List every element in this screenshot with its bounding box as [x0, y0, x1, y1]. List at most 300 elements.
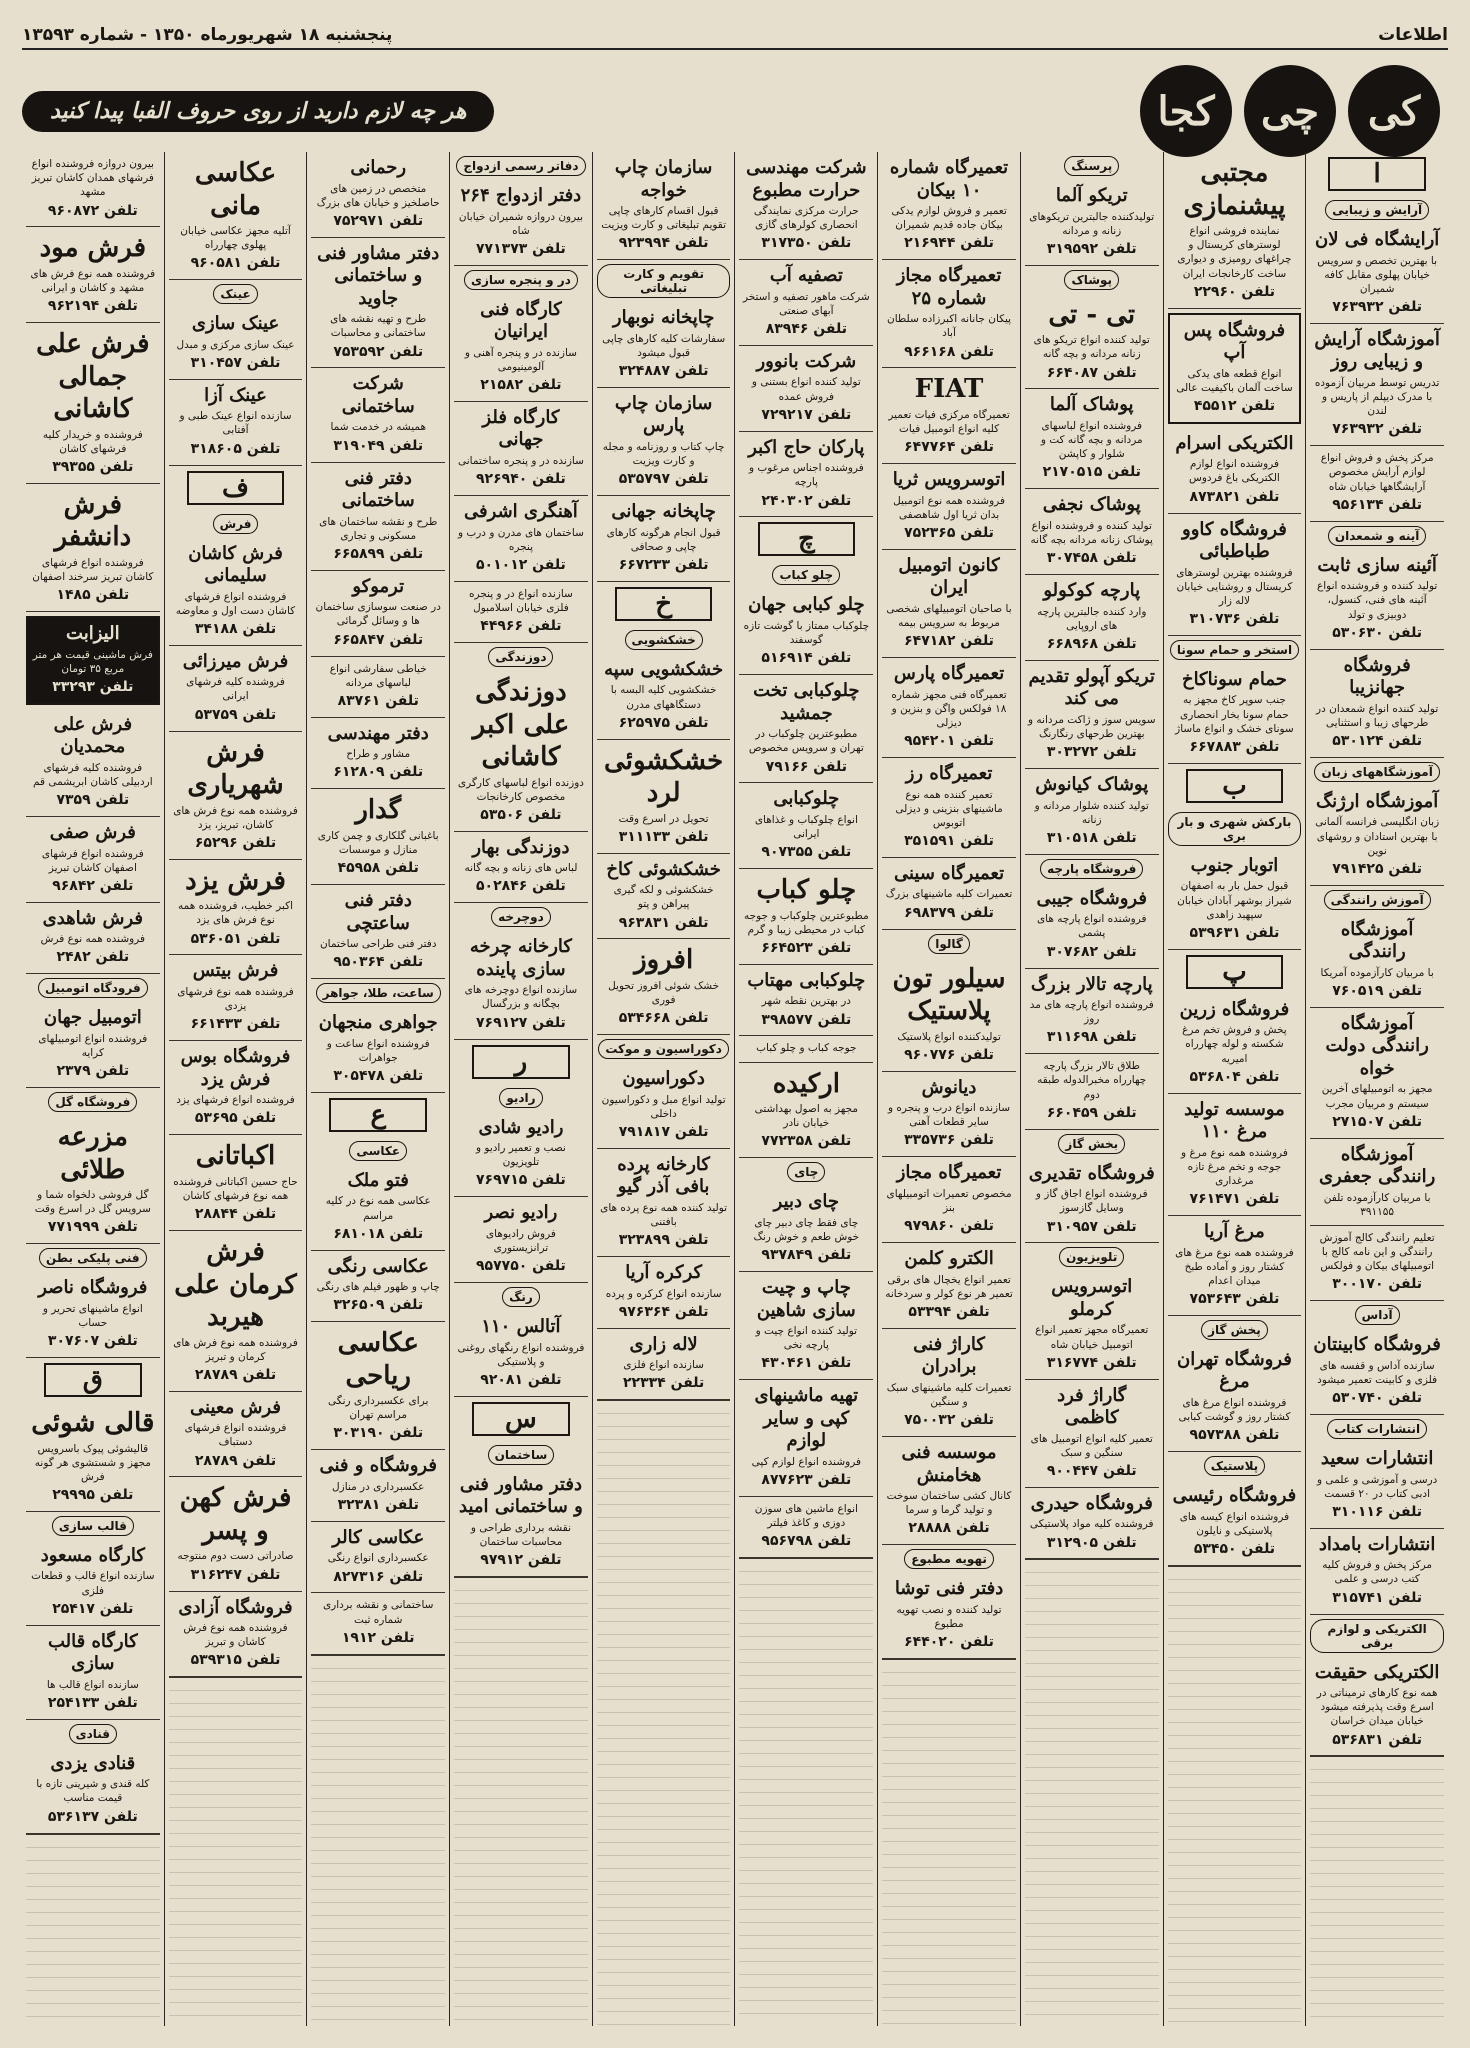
ad-title: فرش علی جمالی کاشانی	[36, 329, 150, 425]
classified-ad	[597, 388, 731, 496]
classified-ad	[1025, 1158, 1159, 1244]
category-header: قالب سازی	[52, 1516, 134, 1536]
ad-title: دفتر مشاور فنی و ساختمانی امید	[459, 1473, 583, 1518]
banner-circle-chi: چی	[1244, 65, 1336, 157]
classified-ad	[26, 616, 160, 705]
ad-title: رادیو شادی	[478, 1116, 564, 1138]
ad-phone: تلفن ۵۳۳۹۴	[908, 1303, 990, 1320]
ad-phone: تلفن ۲۴۸۲	[56, 949, 130, 966]
ad-title: آموزشگاه رانندگی	[1340, 918, 1414, 963]
ad-title: چاپ و چیت سازی شاهین	[756, 1277, 856, 1321]
classified-ad	[1310, 650, 1444, 758]
ad-phone: تلفن ۶۶۸۹۶۸	[1046, 635, 1137, 652]
category-header: عکاسی	[349, 1141, 407, 1161]
ad-text: با بهترین تخصص و سرویس خیابان پهلوی مقابل کافه شمیران	[1317, 254, 1438, 295]
column-5	[734, 152, 877, 2026]
ad-text: فروشنده همه نوع فرش های کاشان، تبریز، یزد	[173, 804, 298, 831]
ad-phone: تلفن ۷۵۰۰۳۲	[904, 1412, 994, 1429]
ad-text: بیرون دروازه شمیران خیابان شاه	[458, 210, 583, 237]
category-header: چای	[787, 1162, 825, 1182]
ad-text: لباس های زنانه و بچه گانه	[464, 862, 578, 875]
category-header: آداس	[1355, 1305, 1400, 1325]
classified-ad	[454, 402, 588, 496]
ad-phone: تلفن ۶۶۷۸۸۳	[1189, 738, 1280, 755]
ad-title: پوشاک نجفی	[1042, 494, 1141, 516]
ad-phone: تلفن ۳۲۶۵۰۹	[333, 1297, 424, 1314]
ad-text: فروشنده اجناس مرغوب و پارچه	[748, 462, 864, 489]
classified-ad	[311, 571, 445, 657]
ad-phone: تلفن ۵۳۶۰۵۱	[190, 930, 281, 947]
classified-ad	[1168, 152, 1302, 309]
ad-phone: تلفن ۶۸۱۰۱۸	[333, 1225, 424, 1242]
ad-phone: تلفن ۹۵۶۱۳۴	[1332, 496, 1423, 513]
ad-phone: تلفن ۸۲۷۳۱۶	[333, 1568, 424, 1585]
classified-ad	[26, 1116, 160, 1244]
classified-ad	[311, 238, 445, 369]
ad-text: فروشنده همه نوع فرش	[40, 933, 145, 946]
ad-phone: تلفن ۳۰۵۴۷۸	[333, 1067, 424, 1084]
classified-ad	[311, 152, 445, 238]
category-header: فنی پلیکی بطن	[39, 1248, 147, 1268]
category-header: فرودگاه اتومبیل	[38, 978, 148, 998]
ad-title: عکاسی ریاحی	[337, 1328, 419, 1391]
ad-text: تعمیر کلیه انواع اتومبیل های سنگین و سبک	[1030, 1432, 1153, 1459]
ad-phone: تلفن ۳۹۳۵۵	[52, 458, 134, 475]
ad-text: آتلیه مجهز عکاسی خیابان پهلوی چهارراه	[180, 225, 291, 252]
ad-text: تولیدکننده جالبترین تریکوهای زنانه و مردانه	[1029, 210, 1155, 237]
classified-ad	[1025, 1488, 1159, 1560]
section-banner	[22, 56, 1448, 166]
ad-title: کارگاه فلز جهانی	[482, 406, 560, 451]
ad-text: فروشنده انواع کیسه های پلاستیکی و نایلون	[1179, 1510, 1290, 1537]
ad-phone: تلفن ۳۰۳۱۹۰	[333, 1425, 424, 1442]
classified-columns	[22, 152, 1448, 2026]
classified-ad	[169, 732, 303, 860]
classified-ad	[454, 496, 588, 582]
ad-title: اتوسرویس کرملو	[1051, 1276, 1133, 1320]
alphabet-letter-header: پ	[1186, 955, 1284, 989]
alphabet-letter-header: ف	[187, 471, 285, 505]
classified-ad	[26, 152, 160, 227]
ad-title: فرش شاهدی	[42, 907, 143, 929]
ad-phone: تلفن ۷۹۱۶۶	[765, 758, 847, 775]
classified-ad	[26, 1272, 160, 1358]
ad-title: فرش کرمان علی هیربد	[174, 1237, 297, 1332]
ad-text: طرح و تهیه نقشه های ساختمانی و محاسبات	[330, 313, 427, 340]
ad-text: زبان انگلیسی فرانسه آلمانی با بهترین استادان و روشهای نوین	[1315, 816, 1440, 857]
ad-phone: تلفن ۹۶۲۱۹۴	[47, 298, 138, 315]
category-header: دفاتر رسمی ازدواج	[456, 156, 585, 176]
ad-text: سازنده انواع قالب و قطعات فلزی	[31, 1570, 155, 1597]
ad-phone: تلفن ۳۱۷۳۵۰	[761, 235, 852, 252]
classified-ad	[597, 496, 731, 582]
ad-phone: تلفن ۵۳۴۵۰	[1193, 1541, 1276, 1558]
ad-title: شرکت مهندسی حرارت مطبوع	[746, 157, 867, 201]
ad-title: پارکان حاج اکبر	[748, 436, 865, 458]
category-header: رادیو	[499, 1088, 542, 1108]
classified-ad	[26, 817, 160, 903]
ad-title: حمام سوناکاخ	[1181, 668, 1287, 690]
classified-ad	[169, 1592, 303, 1678]
classified-ad	[311, 1007, 445, 1093]
ad-text: با صاحبان اتومبیلهای شخصی مربوط به سرویس بیمه	[886, 602, 1012, 630]
classified-ad	[169, 860, 303, 956]
ad-phone: تلفن ۶۴۷۷۶۴	[904, 439, 994, 456]
ad-title: ترموکو	[352, 575, 405, 597]
ad-title: فتو ملک	[347, 1169, 409, 1191]
classified-ad	[1310, 914, 1444, 1008]
ad-text: تحویل در اسرع وقت	[618, 812, 709, 825]
ad-text: عکاسی همه نوع در کلیه مراسم	[325, 1195, 431, 1222]
ad-text: سازنده انواع در و پنجره فلزی خیابان اسلامبول	[469, 587, 573, 614]
classified-ad	[882, 464, 1016, 550]
category-header: تهویه مطبوع	[904, 1549, 994, 1569]
category-header: پوشاک	[1064, 270, 1119, 290]
ad-title: تعمیرگاه شماره ۱۰ بیکان	[889, 157, 1009, 201]
ad-phone: تلفن ۲۸۸۸۸	[908, 1520, 990, 1537]
ad-phone: تلفن ۳۱۱۱۳۳	[618, 828, 709, 845]
ad-title: عکاسی کالر	[332, 1526, 425, 1548]
ad-title: آئینه سازی ثابت	[1317, 554, 1437, 576]
ad-text: تعمیر کننده همه نوع ماشینهای بنزینی و دیزلی اتوبوس	[895, 788, 1003, 829]
ad-phone: تلفن ۶۴۴۰۲۰	[904, 1634, 994, 1651]
ad-phone: تلفن ۵۳۶۸۳۱	[1332, 1731, 1423, 1748]
ad-title: پارچه کوکولو	[1043, 580, 1141, 602]
ad-text: تولید کننده و نصب تهویه مطبوع	[896, 1603, 1002, 1630]
column-2	[1163, 152, 1306, 2026]
classified-ad	[739, 1036, 873, 1062]
ad-title: دکوراسیون	[622, 1068, 705, 1090]
ad-title: خشکشویی سپه	[604, 658, 724, 680]
ad-text: فروشنده انواع لوازم کپی	[751, 1455, 862, 1468]
ad-title: آموزشگاه ارژنگ	[1315, 790, 1439, 812]
classified-ad	[311, 789, 445, 885]
classified-ad	[169, 152, 303, 280]
classified-ad	[1025, 769, 1159, 855]
classified-ad	[1168, 1480, 1302, 1566]
ad-text: فروشنده انواع فرشهای یزد	[176, 1094, 295, 1107]
ad-text: در صنعت سوسازی ساختمان ها و وسائل گرمائی	[315, 601, 441, 628]
ad-title: تعمیرگاه پارس	[893, 663, 1005, 685]
ad-title: مرغ آریا	[1204, 1221, 1265, 1243]
ad-text: قبول اقسام کارهای چاپی تقویم تبلیغاتی و کارت ویزیت	[601, 205, 727, 232]
classified-ad	[1025, 489, 1159, 575]
classified-ad	[882, 1437, 1016, 1545]
ad-title: فروشگاه تهران مرغ	[1177, 1348, 1292, 1393]
ad-title: فروشگاه کاوو طباطبائی	[1182, 518, 1287, 563]
ad-phone: تلفن ۶۵۲۹۶	[194, 834, 277, 851]
ad-title: فروشگاه پس آپ	[1183, 319, 1286, 364]
classified-ad	[1168, 313, 1302, 424]
ad-title: دوزندگی علی اکبر کاشانی	[472, 677, 570, 772]
classified-ad	[882, 368, 1016, 464]
ad-title: عکاسی رنگی	[327, 1255, 429, 1277]
classified-ad	[169, 538, 303, 646]
ad-text: کانال کشی ساختمان سوخت و تولید گرما و سرما	[886, 1490, 1012, 1517]
ad-title: شرکت ساختمانی	[341, 373, 415, 417]
ad-text: حرارت مرکزی نمایندگی انحصاری کولرهای گازی	[753, 205, 859, 232]
ad-phone: تلفن ۳۲۳۸۹۹	[618, 1232, 709, 1249]
column-filler	[597, 1400, 731, 2026]
category-header: خشکشویی	[625, 630, 703, 650]
ad-phone: تلفن ۹۵۶۷۹۸	[761, 1533, 852, 1550]
ad-text: فروشنده همه نوع فرشهای یزدی	[177, 985, 294, 1013]
category-header: قنادی	[69, 1724, 117, 1744]
ad-title: چاپخانه جهانی	[611, 501, 716, 523]
ad-text: نصب و تعمیر رادیو و تلویزیون	[475, 1142, 566, 1169]
ad-phone: تلفن ۳۱۰۷۳۶	[1189, 611, 1280, 628]
ad-phone: تلفن ۶۶۵۸۴۷	[333, 631, 424, 648]
ad-text: سفارشات کلیه کارهای چاپی قبول میشود	[602, 332, 726, 359]
ad-phone: تلفن ۶۹۸۳۷۹	[904, 904, 994, 921]
ad-phone: تلفن ۹۰۰۴۴۷	[1046, 1463, 1137, 1479]
ad-title: فرش شهریاری	[187, 737, 284, 800]
ad-text: عکسبرداری انواع رنگی	[327, 1552, 429, 1565]
ad-title: دفتر فنی ساعتچی	[344, 890, 412, 934]
ad-phone: تلفن ۳۳۵۷۳۶	[904, 1132, 994, 1149]
ad-phone: تلفن ۲۸۷۸۹	[194, 1366, 277, 1383]
ad-phone: تلفن ۹۷۹۱۲	[480, 1552, 562, 1569]
ad-phone: تلفن ۹۲۰۸۱	[480, 1371, 562, 1388]
classified-ad	[454, 1311, 588, 1397]
ad-text: سازنده انواع کرکره و پرده	[605, 1287, 722, 1300]
ad-text: مطبوعترین چلوکباب در تهران و سرویس مخصوص	[748, 728, 864, 755]
ad-title: قالی شوئی	[31, 1408, 155, 1439]
ad-title: فرش صفی	[49, 822, 136, 844]
ad-title: سازمان چاپ پارس	[614, 392, 713, 437]
category-header: الکتریکی و لوازم برقی	[1310, 1619, 1444, 1653]
ad-text: انواع ماشین های سوزن دوزی و کاغذ فیلتر	[754, 1502, 858, 1530]
classified-ad	[597, 152, 731, 260]
classified-ad	[1025, 1380, 1159, 1488]
classified-ad	[169, 646, 303, 732]
classified-ad	[739, 965, 873, 1037]
ad-text: ساختمان های مدرن و درب و پنجره	[457, 526, 584, 553]
ad-title: عینک سازی	[191, 313, 280, 335]
ad-title: فرش معینی	[190, 1396, 281, 1418]
ad-phone: تلفن ۷۲۹۲۱۷	[761, 406, 852, 423]
ad-phone: تلفن ۷۵۲۹۷۱	[333, 212, 424, 229]
category-header: ساختمان	[488, 1445, 555, 1465]
alphabet-letter-header: ع	[329, 1098, 427, 1132]
ad-text: دوزنده انواع لباسهای کارگری مخصوص کارخانجات	[457, 776, 584, 803]
ad-text: درسی و آموزشی و علمی و ادبی کتاب در ۲۰ قسمت	[1316, 1473, 1438, 1500]
ad-title: آموزشگاه رانندگی دولت خواه	[1325, 1012, 1429, 1079]
classified-ad	[169, 1231, 303, 1392]
ad-phone: تلفن ۳۱۵۷۴۱	[1332, 1589, 1423, 1606]
ad-title: عکاسی مانی	[194, 158, 277, 221]
ad-phone: تلفن ۲۳۷۹	[56, 1063, 130, 1080]
ad-phone: تلفن ۳۱۸۶۰۵	[190, 440, 281, 457]
classified-ad	[1168, 664, 1302, 764]
ad-title: کارگاه فنی ایرانیان	[480, 298, 562, 343]
ad-text: خشک شوئی افروز تحویل فوری	[608, 979, 720, 1007]
ad-text: فروشنده انواع پارچه های مد روز	[1029, 999, 1154, 1026]
ad-phone: تلفن ۹۵۷۳۸۸	[1189, 1427, 1280, 1444]
ad-text: پیکان جانانه اکبرزاده سلطان آباد	[887, 313, 1012, 340]
ad-text: نماینده فروشی انواع لوسترهای کریستال و چراغهای رومیزی و دیواری ساخت کارخانجات ایران	[1177, 225, 1292, 280]
ad-phone: تلفن ۴۴۹۶۶	[480, 618, 562, 635]
classified-ad	[882, 758, 1016, 858]
ad-text: طرح و نقشه ساختمان های مسکونی و تجاری	[319, 515, 438, 542]
classified-ad	[1310, 786, 1444, 886]
ad-text: اکبر خطیب، فروشنده همه نوع فرش های یزد	[178, 900, 293, 927]
ad-phone: تلفن ۶۶۴۵۲۳	[761, 939, 852, 956]
classified-ad	[1025, 1271, 1159, 1379]
ad-phone: تلفن ۶۲۵۹۷۵	[618, 714, 709, 731]
ad-text: فروشنده کلیه فرشهای ایرانی	[186, 676, 285, 703]
classified-ad	[454, 582, 588, 643]
ad-title: الکترو کلمن	[904, 1248, 994, 1270]
classified-ad	[597, 939, 731, 1035]
classified-ad	[1310, 324, 1444, 446]
ad-title: فروشگاه و فنی	[319, 1455, 437, 1477]
ad-phone: تلفن ۵۳۷۵۹	[194, 706, 277, 723]
ad-title: فرش مود	[39, 233, 147, 264]
classified-ad	[1025, 575, 1159, 661]
ad-text: فرش ماشینی قیمت هر متر مربع ۳۵ تومان	[32, 648, 153, 675]
ad-phone: تلفن ۹۵۰۳۶۴	[333, 954, 424, 971]
ad-text: عکسبرداری در منازل	[332, 1480, 425, 1493]
classified-ad	[454, 294, 588, 402]
ad-text: قالیشوئی پیوک باسرویس مجهز و شستشوی هر گونه فرش	[34, 1442, 151, 1483]
ad-title: فرش کاشان سلیمانی	[188, 542, 283, 587]
ad-phone: تلفن ۵۳۶۸۰۴	[1189, 1068, 1280, 1085]
classified-ad	[882, 1573, 1016, 1659]
ad-text: تدریس توسط مربیان آزموده با مدرک دیپلم از پاریس و لندن	[1314, 376, 1440, 418]
ad-text: فروش رادیوهای ترانزیستوری	[485, 1227, 556, 1254]
ad-title: لاله زاری	[629, 1333, 698, 1355]
ad-title: فروشگاه جهانزیبا	[1343, 654, 1411, 699]
ad-phone: تلفن ۴۳۰۴۶۱	[761, 1355, 852, 1372]
ad-text: تولید انواع مبل و دکوراسیون داخلی	[601, 1093, 726, 1120]
ad-phone: تلفن ۲۹۹۹۵	[52, 1487, 134, 1504]
classified-ad	[311, 885, 445, 979]
ad-title: عینک آزا	[204, 384, 267, 406]
classified-ad	[26, 709, 160, 817]
ad-text: سازنده انواع درب و پنجره و سایر قطعات آهنی	[888, 1102, 1011, 1129]
ad-phone: تلفن ۹۵۴۲۰۱	[904, 733, 994, 750]
ad-title: جواهری منجهان	[318, 1012, 438, 1034]
ad-phone: تلفن ۵۳۹۶۳۱	[1189, 924, 1280, 941]
ad-phone: تلفن ۲۲۳۳۴	[623, 1375, 705, 1392]
ad-phone: تلفن ۲۵۴۱۳۳	[47, 1694, 138, 1711]
ad-phone: تلفن ۹۶۳۸۳۱	[618, 914, 709, 931]
classified-ad	[739, 432, 873, 518]
ad-phone: تلفن ۹۵۷۷۵۰	[476, 1258, 566, 1275]
classified-ad	[739, 675, 873, 783]
category-header: پرسنگ	[1064, 156, 1119, 176]
ad-text: فروشنده همه نوع اتومبیل بدان ثریا اول شاهصفی	[893, 494, 1005, 521]
category-header: در و پنجره سازی	[464, 270, 578, 290]
ad-title: تی - تی	[1048, 299, 1136, 330]
ad-text: متخصص در زمین های حاصلخیز و خیابان های بزرگ	[316, 182, 440, 209]
ad-phone: تلفن ۹۶۰۸۷۲	[47, 202, 138, 219]
ad-phone: تلفن ۷۵۳۵۹۲	[333, 343, 424, 360]
classified-ad	[311, 657, 445, 718]
classified-ad	[169, 1392, 303, 1478]
classified-ad	[882, 260, 1016, 368]
classified-ad	[739, 1497, 873, 1558]
classified-ad	[1310, 1226, 1444, 1301]
ad-phone: تلفن ۵۳۴۶۶۸	[618, 1010, 709, 1027]
ad-text: سازنده انواع عینک طبی و آفتابی	[179, 410, 292, 437]
ad-phone: تلفن ۳۱۱۶۹۸	[1046, 1029, 1137, 1046]
ad-title: چای دبیر	[773, 1191, 840, 1213]
ad-title: تهیه ماشینهای کپی و سایر لوازم	[754, 1385, 859, 1452]
alphabet-letter-header: ر	[472, 1045, 570, 1079]
ad-text: باغبانی گلکاری و چمن کاری منازل و موسسات	[317, 829, 439, 856]
ad-title: قنادی یزدی	[50, 1752, 136, 1774]
ad-title: تریکو آپولو تقدیم می کند	[1028, 665, 1155, 710]
category-header: آموزشگاههای زبان	[1314, 762, 1439, 782]
classified-ad	[454, 832, 588, 904]
classified-ad	[882, 958, 1016, 1072]
ad-title: کرکره آریا	[625, 1262, 703, 1284]
ad-text: مرکز پخش و فروش کلیه کتب درسی و علمی	[1322, 1559, 1432, 1586]
classified-ad	[882, 152, 1016, 260]
ad-phone: تلفن ۳۴۱۸۸	[194, 620, 277, 637]
ad-phone: تلفن ۸۷۳۸۲۱	[1189, 488, 1280, 505]
ad-phone: تلفن ۶۶۱۴۳۳	[190, 1016, 281, 1033]
ad-title: سازمان چاپ خواجه	[614, 157, 713, 201]
classified-ad	[26, 323, 160, 484]
alphabet-letter-header: خ	[615, 587, 713, 621]
ad-text: گل فروشی دلخواه شما و سرویس گل در اسرع وقت	[34, 1189, 151, 1216]
ad-title: فرش بیتس	[192, 960, 279, 982]
ad-text: پخش و فروش تخم مرغ شکسته و لوله چهارراه امیریه	[1182, 1024, 1287, 1065]
ad-text: انواع چلوکباب و غذاهای ایرانی	[754, 813, 858, 841]
ad-phone: تلفن ۷۶۹۱۲۷	[476, 1014, 566, 1031]
classified-ad	[597, 1329, 731, 1401]
classified-ad	[1025, 1054, 1159, 1129]
classified-ad	[1025, 294, 1159, 390]
classified-ad	[882, 1072, 1016, 1158]
ad-text: فروشنده انواع اجاق گاز و وسایل گازسوز	[1035, 1188, 1148, 1215]
ad-text: تولید کننده همه نوع پرده های بافتنی	[600, 1201, 728, 1229]
ad-phone: تلفن ۵۳۵۰۶	[480, 806, 562, 823]
ad-phone: تلفن ۷۶۰۵۱۹	[1332, 982, 1423, 999]
ad-title: دفتر مشاور فنی و ساختمانی جاوید	[317, 242, 440, 309]
classified-ad	[739, 152, 873, 260]
ad-title: رحمانی	[350, 157, 407, 178]
ad-phone: تلفن ۷۳۵۹	[56, 792, 130, 809]
ad-title: دفتر مهندسی	[327, 722, 429, 744]
ad-phone: تلفن ۷۶۱۴۷۱	[1189, 1191, 1280, 1208]
category-header: آینه و شمعدان	[1328, 526, 1427, 546]
ad-phone: تلفن ۹۶۰۷۷۶	[904, 1046, 994, 1063]
classified-ad	[739, 1063, 873, 1159]
classified-ad	[169, 1135, 303, 1231]
ad-text: همیشه در خدمت شما	[330, 421, 426, 434]
classified-ad	[1168, 428, 1302, 514]
ad-phone: تلفن ۳۱۰۴۵۷	[190, 354, 281, 371]
ad-phone: تلفن ۳۰۷۶۸۲	[1046, 943, 1137, 960]
ad-title: تعمیرگاه رز	[905, 763, 993, 785]
ad-text: جنب سوپر کاخ مجهز به حمام سونا بخار انحصاری سونای خشک و انواع ماساژ	[1175, 694, 1294, 735]
ad-title: چلوکبابی مهتاب	[747, 969, 866, 991]
column-3	[1020, 152, 1163, 2026]
ad-title: آتالس ۱۱۰	[481, 1316, 561, 1337]
alphabet-letter-header: س	[472, 1402, 570, 1436]
ad-title: دفتر فنی توشا	[894, 1578, 1004, 1600]
ad-phone: تلفن ۱۹۱۲	[341, 1629, 415, 1646]
classified-ad	[1168, 1344, 1302, 1452]
classified-ad	[882, 1157, 1016, 1243]
banner-circle-koja: کجا	[1140, 65, 1232, 157]
ad-title: موسسه تولید مرغ ۱۱۰	[1184, 1098, 1285, 1143]
ad-text: انواع ماشینهای تحریر و حساب	[42, 1302, 143, 1330]
